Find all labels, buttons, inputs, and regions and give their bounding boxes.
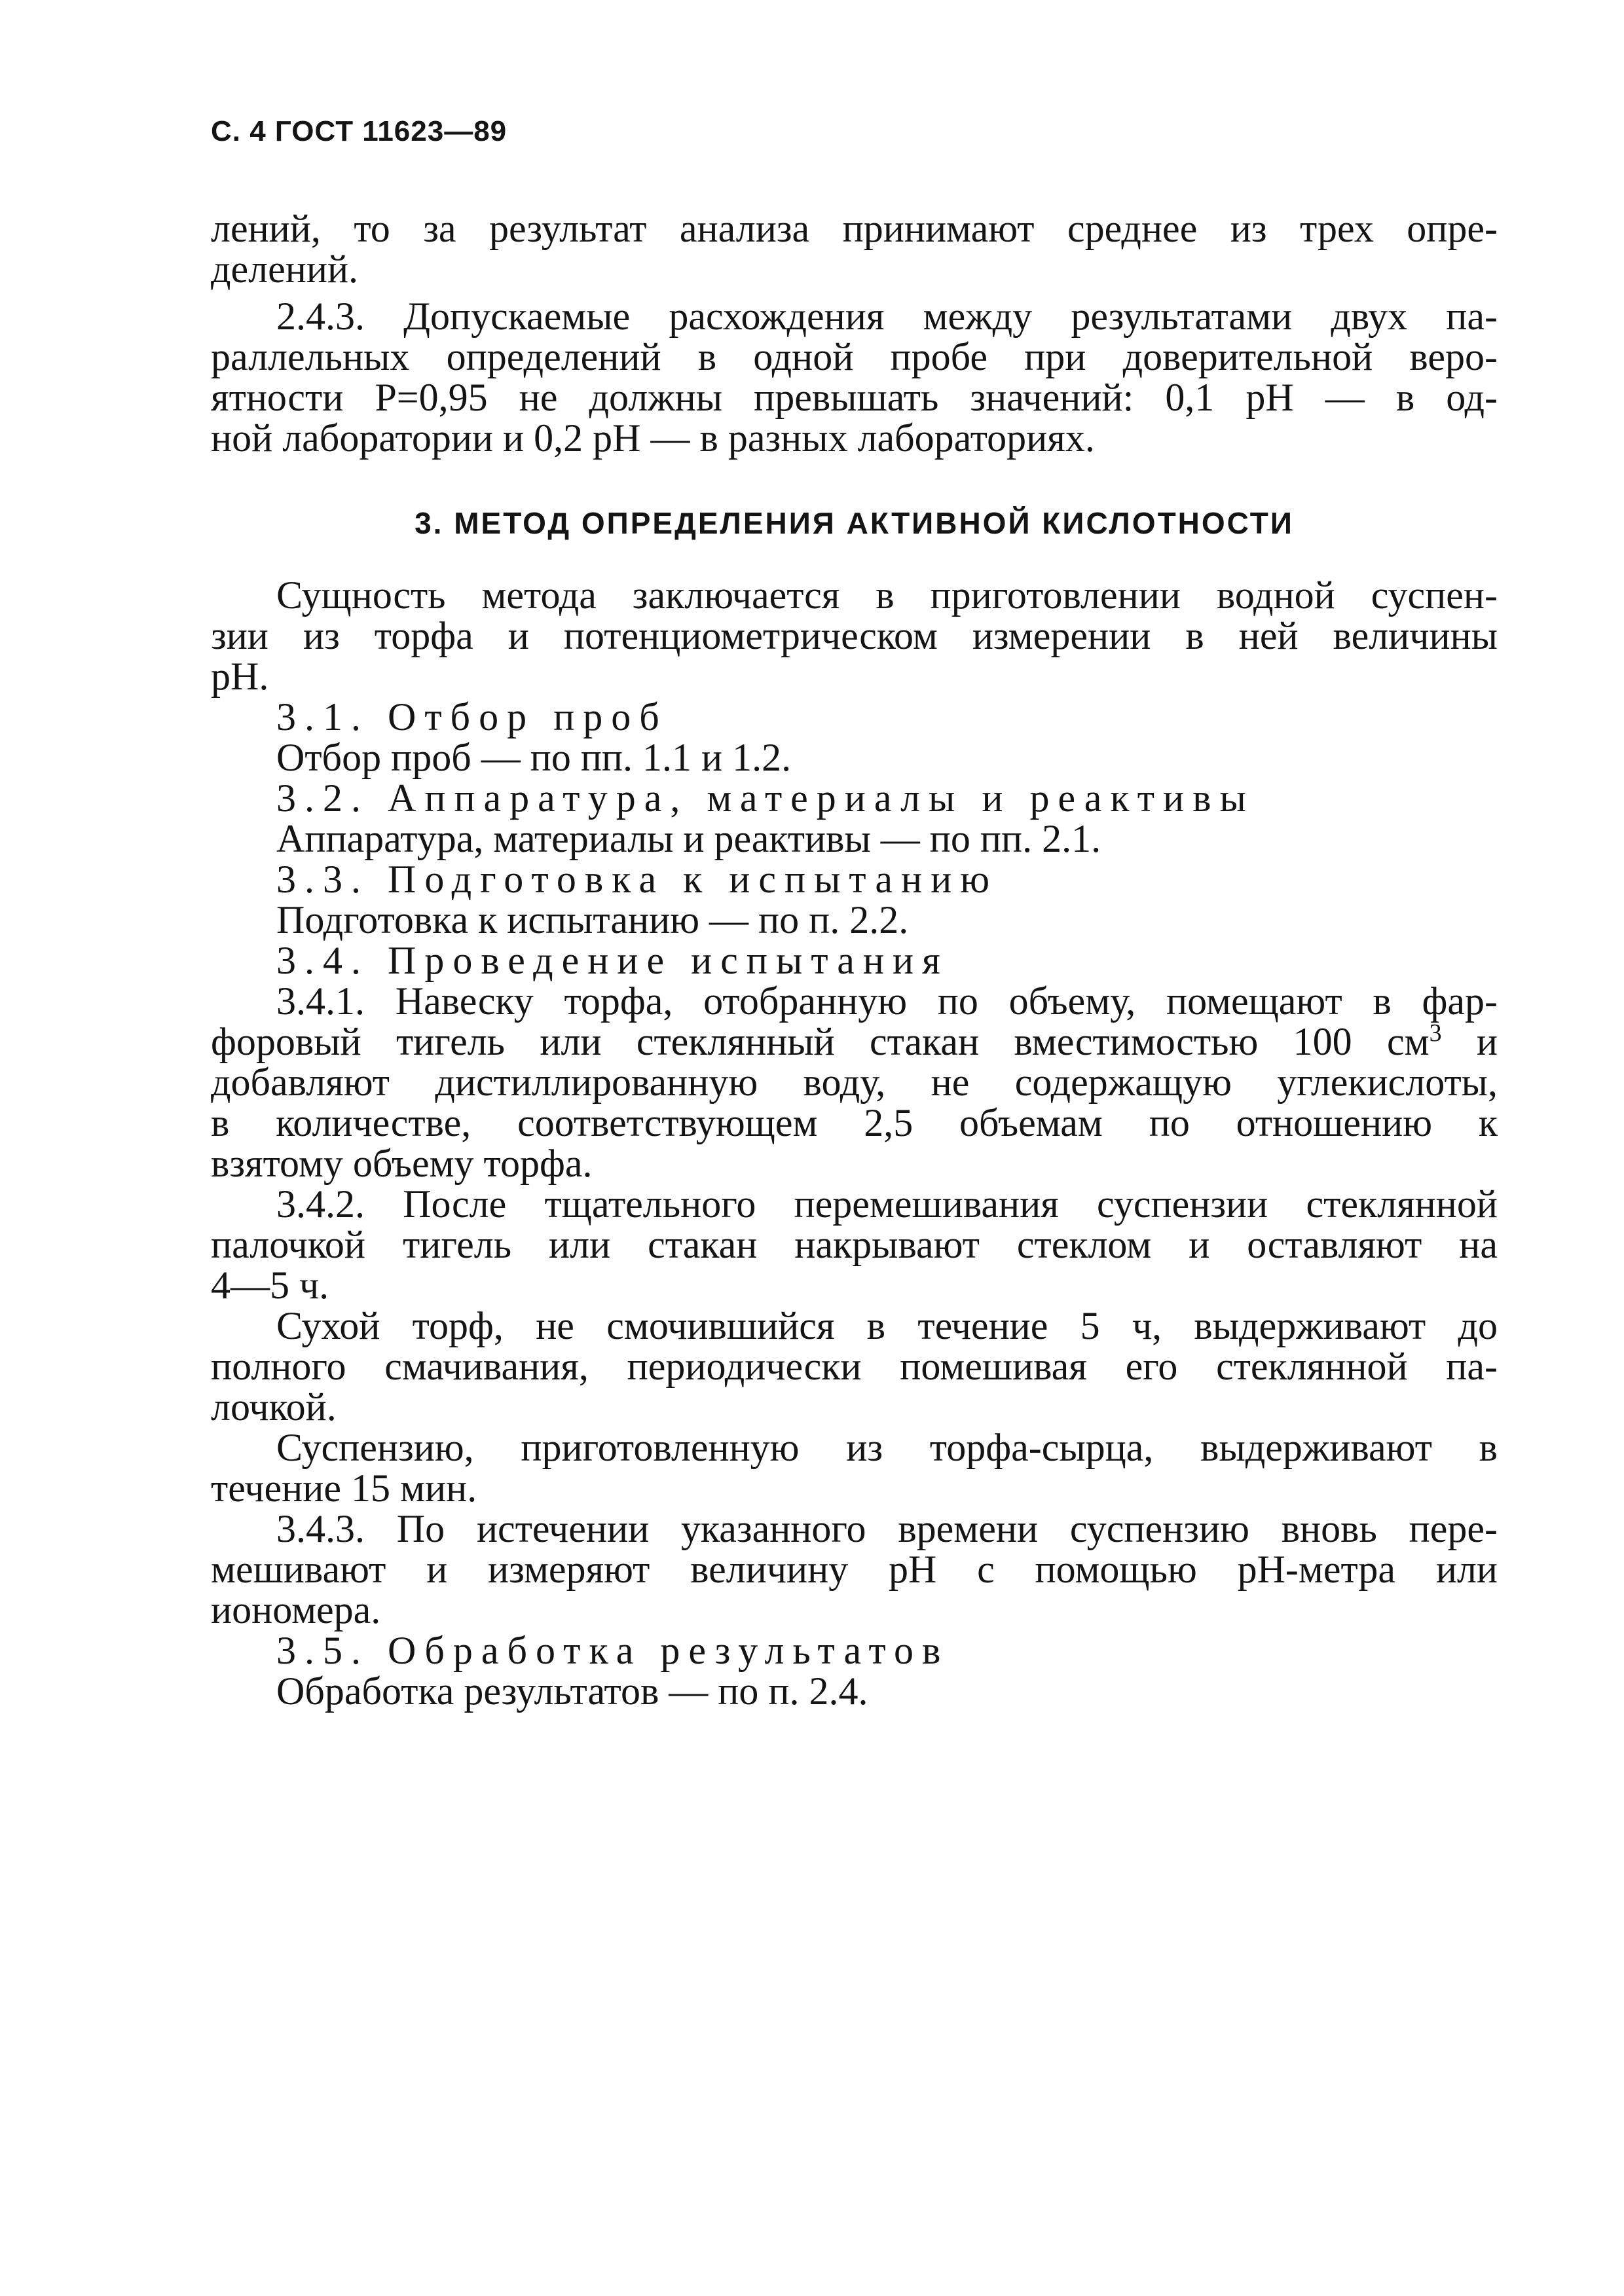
text-line: Сухой торф, не смочившийся в течение 5 ч, выдерживают до xyxy=(276,1304,1498,1347)
subsection-text: Подготовка к испытанию — по п. 2.2. xyxy=(276,898,909,941)
text-fragment: форовый тигель или стеклянный стакан вместимостью 100 см xyxy=(211,1020,1430,1063)
subsection-text: Обработка результатов — по п. 2.4. xyxy=(276,1669,868,1713)
page-header: С. 4 ГОСТ 11623—89 xyxy=(211,115,507,147)
paragraph-raw-peat xyxy=(211,1427,1498,1508)
text-line: иономера. xyxy=(211,1588,381,1631)
text-line: 3.4.3. По истечении указанного времени суспензию вновь пере- xyxy=(276,1507,1498,1550)
paragraph-continuation xyxy=(211,208,1498,289)
paragraph-2-4-3 xyxy=(211,296,1498,458)
text-line: течение 15 мин. xyxy=(211,1467,477,1510)
text-line: палочкой тигель или стакан накрывают стеклом и оставляют на xyxy=(211,1223,1498,1266)
text-line: раллельных определений в одной пробе при доверительной веро- xyxy=(211,335,1498,378)
subsection-heading: 3.5. Обработка результатов xyxy=(276,1629,950,1672)
subsection-heading: 3.2. Аппаратура, материалы и реактивы xyxy=(276,776,1255,820)
text-line: лочкой. xyxy=(211,1385,337,1429)
text-line: зии из торфа и потенциометрическом измерении в ней величины xyxy=(211,614,1498,657)
text-line: 4—5 ч. xyxy=(211,1264,329,1307)
text-line: мешивают и измеряют величину pH с помощью pH-метра или xyxy=(211,1548,1498,1591)
text-line: полного смачивания, периодически помешивая его стеклянной па- xyxy=(211,1345,1498,1388)
subsection-3-5 xyxy=(211,1630,1498,1711)
text-line: ной лаборатории и 0,2 pH — в разных лабораториях. xyxy=(211,416,1095,460)
text-line: 3.4.1. Навеску торфа, отобранную по объему, помещают в фар- xyxy=(276,979,1498,1023)
text-line: 3.4.2. После тщательного перемешивания суспензии стеклянной xyxy=(276,1182,1498,1226)
section-title: 3. МЕТОД ОПРЕДЕЛЕНИЯ АКТИВНОЙ КИСЛОТНОСТИ xyxy=(415,506,1294,540)
subsection-heading: 3.3. Подготовка к испытанию xyxy=(276,858,999,901)
text-line: взятому объему торфа. xyxy=(211,1142,593,1185)
text-line: ятности P=0,95 не должны превышать значений: 0,1 pH — в од- xyxy=(211,376,1498,419)
text-line: делений. xyxy=(211,247,359,291)
paragraph-3-4-1 xyxy=(211,981,1498,1184)
paragraph-dry-peat xyxy=(211,1305,1498,1427)
text-line: Суспензию, приготовленную из торфа-сырца, выдерживают в xyxy=(276,1426,1498,1469)
text-line: pH. xyxy=(211,655,269,698)
text-line: в количестве, соответствующем 2,5 объемам по отношению к xyxy=(211,1101,1498,1144)
text-line: добавляют дистиллированную воду, не содержащую углекислоты, xyxy=(211,1061,1498,1104)
subsection-text: Аппаратура, материалы и реактивы — по пп. 2.1. xyxy=(276,817,1101,860)
subsection-heading: 3.4. Проведение испытания xyxy=(276,939,949,982)
paragraph-3-4-2 xyxy=(211,1184,1498,1305)
subsection-text: Отбор проб — по пп. 1.1 и 1.2. xyxy=(276,736,792,779)
subsections-block xyxy=(211,697,1498,981)
paragraph-3-4-3 xyxy=(211,1508,1498,1630)
text-line: лений, то за результат анализа принимают среднее из трех опре- xyxy=(211,207,1498,250)
text-line xyxy=(211,1021,1498,1062)
method-intro xyxy=(211,575,1498,697)
text-line: Сущность метода заключается в приготовлении водной суспен- xyxy=(276,574,1498,617)
superscript: 3 xyxy=(1429,1019,1442,1047)
subsection-heading: 3.1. Отбор проб xyxy=(276,695,668,738)
text-line: 2.4.3. Допускаемые расхождения между результатами двух па- xyxy=(276,295,1498,338)
text-fragment: и xyxy=(1441,1020,1498,1063)
